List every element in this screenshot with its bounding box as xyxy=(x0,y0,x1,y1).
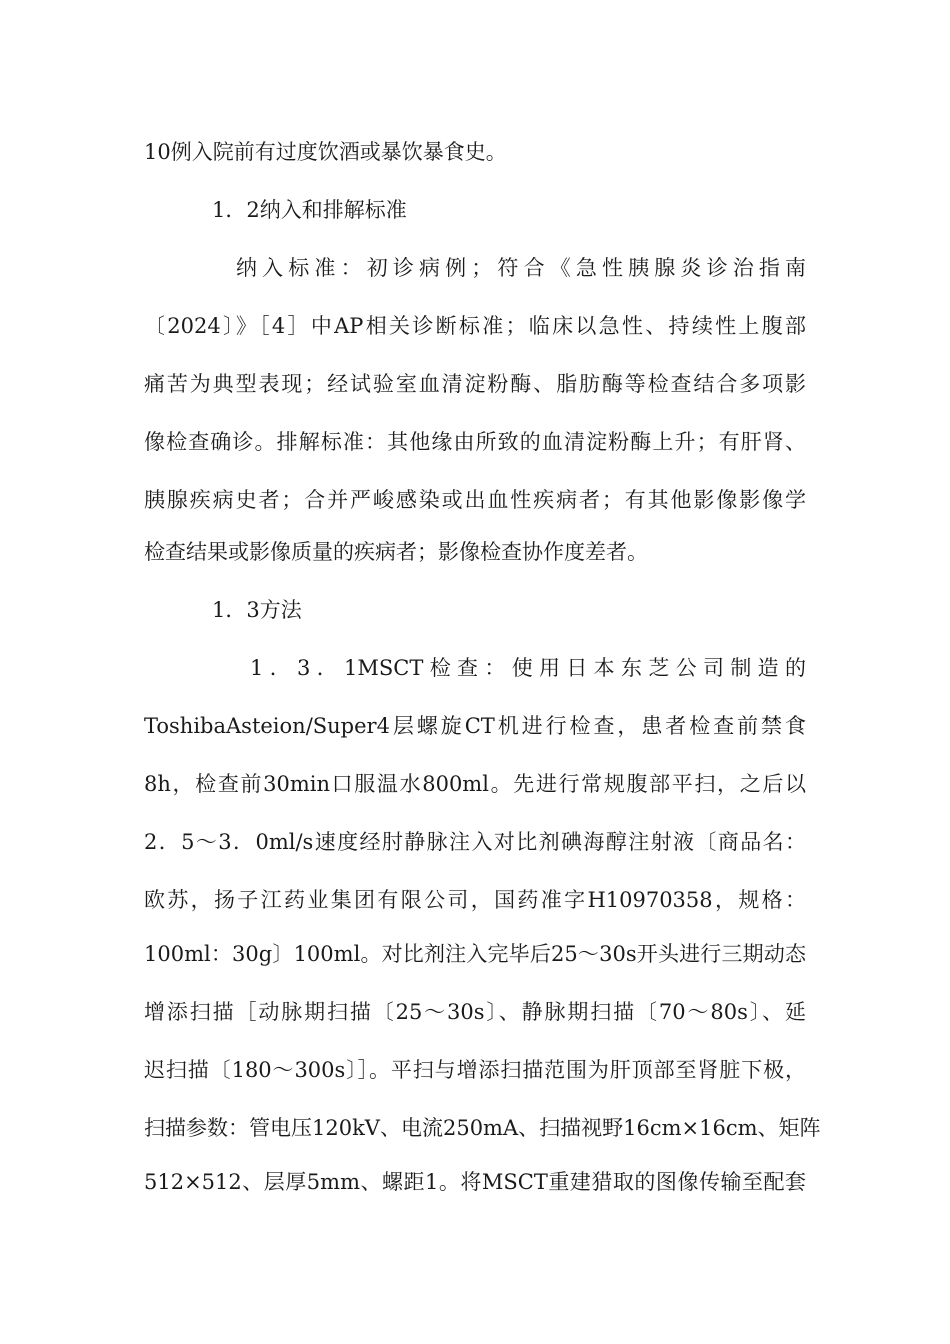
section-heading-1-2: 1．2纳入和排解标准 xyxy=(212,198,407,222)
subsection-heading-1-3-1: 1．3．1MSCT检查：使用日本东芝公司制造的 xyxy=(250,656,806,680)
text-line: 痛苦为典型表现；经试验室血清淀粉酶、脂肪酶等检查结合多项影 xyxy=(144,372,806,396)
text-line: 10例入院前有过度饮酒或暴饮暴食史。 xyxy=(144,140,507,164)
text-line: 像检查确诊。排解标准：其他缘由所致的血清淀粉酶上升；有肝肾、 xyxy=(144,430,806,454)
text-line: 512×512、层厚5mm、螺距1。将MSCT重建猎取的图像传输至配套 xyxy=(144,1170,806,1194)
text-line: 扫描参数：管电压120kV、电流250mA、扫描视野16cm×16cm、矩阵 xyxy=(144,1116,821,1140)
text-line: 迟扫描〔180～300s〕］。平扫与增添扫描范围为肝顶部至肾脏下极， xyxy=(144,1058,806,1082)
text-line: 2．5～3．0ml/s速度经肘静脉注入对比剂碘海醇注射液〔商品名： xyxy=(144,830,806,854)
text-line: 欧苏，扬子江药业集团有限公司，国药准字H10970358，规格： xyxy=(144,888,806,912)
text-line: 纳入标准：初诊病例；符合《急性胰腺炎诊治指南 xyxy=(236,256,806,280)
text-line: 8h，检查前30min口服温水800ml。先进行常规腹部平扫，之后以 xyxy=(144,772,806,796)
text-line: 检查结果或影像质量的疾病者；影像检查协作度差者。 xyxy=(144,540,648,564)
text-line: 〔2024〕》［4］中AP相关诊断标准；临床以急性、持续性上腹部 xyxy=(144,314,806,338)
text-line: 100ml：30g〕100ml。对比剂注入完毕后25～30s开头进行三期动态 xyxy=(144,942,806,966)
section-heading-1-3: 1．3方法 xyxy=(212,598,302,622)
text-line: ToshibaAsteion/Super4层螺旋CT机进行检查，患者检查前禁食 xyxy=(144,714,806,738)
text-line: 增添扫描［动脉期扫描〔25～30s〕、静脉期扫描〔70～80s〕、延 xyxy=(144,1000,806,1024)
text-line: 胰腺疾病史者；合并严峻感染或出血性疾病者；有其他影像影像学 xyxy=(144,488,806,512)
